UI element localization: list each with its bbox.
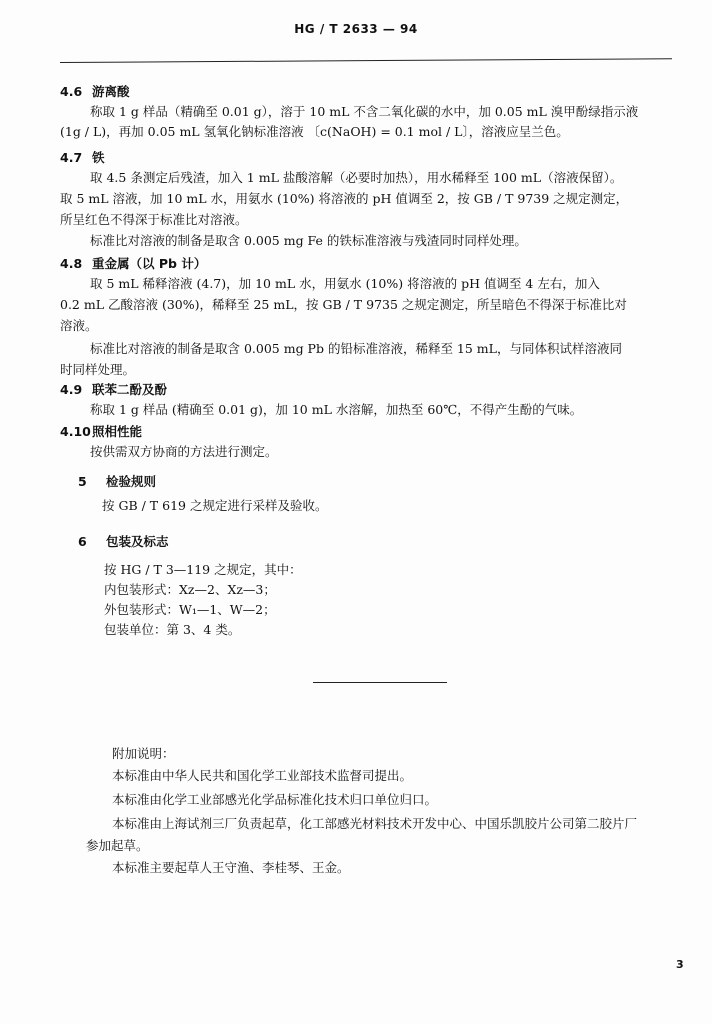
section-title: 包装及标志 — [106, 534, 169, 549]
section-number: 4.8 — [60, 256, 83, 271]
section-4-6-line-1: 称取 1 g 样品（精确至 0.01 g），溶于 10 mL 不含二氧化碳的水中，加 0.05 mL 溴甲酚绿指示液 — [90, 104, 639, 119]
section-number: 4.6 — [60, 84, 83, 99]
appendix-line-1: 本标准由中华人民共和国化学工业部技术监督司提出。 — [112, 768, 413, 783]
section-number: 5 — [78, 474, 87, 489]
section-4-10-line-1: 按供需双方协商的方法进行测定。 — [90, 444, 278, 459]
section-4-7-heading — [60, 150, 105, 166]
section-title: 游离酸 — [92, 84, 130, 99]
section-4-10-heading — [60, 424, 142, 440]
appendix-title: 附加说明： — [112, 746, 175, 761]
end-rule — [313, 682, 447, 683]
section-title: 铁 — [92, 150, 105, 165]
appendix-line-2: 本标准由化学工业部感光化学品标准化技术归口单位归口。 — [112, 792, 438, 807]
section-6-line-3: 外包装形式：W₁—1、W—2； — [104, 602, 276, 617]
section-4-7-line-3: 所呈红色不得深于标准比对溶液。 — [60, 212, 248, 227]
section-4-8-line-2: 0.2 mL 乙酸溶液 (30%)，稀释至 25 mL，按 GB / T 9735 之规定测定，所呈暗色不得深于标准比对 — [60, 297, 627, 312]
section-4-8-line-4: 标准比对溶液的制备是取含 0.005 mg Pb 的铅标准溶液，稀释至 15 mL，与同体积试样溶液同 — [90, 341, 622, 356]
section-4-7-line-2: 取 5 mL 溶液，加 10 mL 水，用氨水 (10%) 将溶液的 pH 值调至 2，按 GB / T 9739 之规定测定， — [60, 191, 629, 206]
appendix-line-5: 本标准主要起草人王守渔、李桂琴、王金。 — [112, 860, 350, 875]
section-number: 4.9 — [60, 382, 83, 397]
section-4-9-line-1: 称取 1 g 样品 (精确至 0.01 g)，加 10 mL 水溶解，加热至 60℃，不得产生酚的气味。 — [90, 402, 583, 417]
section-number: 6 — [78, 534, 87, 549]
section-4-6-heading — [60, 84, 130, 100]
section-title: 检验规则 — [106, 474, 157, 489]
appendix-line-3: 本标准由上海试剂三厂负责起草，化工部感光材料技术开发中心、中国乐凯胶片公司第二胶片厂 — [112, 816, 638, 831]
section-title: 照相性能 — [92, 424, 143, 439]
section-4-8-heading — [60, 256, 206, 272]
section-4-7-line-4: 标准比对溶液的制备是取含 0.005 mg Fe 的铁标准溶液与残渣同时同样处理。 — [90, 233, 527, 248]
section-number: 4.10 — [60, 424, 91, 439]
section-title: 联苯二酚及酚 — [92, 382, 168, 397]
section-4-9-heading — [60, 382, 167, 398]
appendix-line-4: 参加起草。 — [86, 838, 149, 853]
section-4-8-line-1: 取 5 mL 稀释溶液 (4.7)，加 10 mL 水，用氨水 (10%) 将溶液的 pH 值调至 4 左右，加入 — [90, 276, 600, 291]
page-number: 3 — [676, 958, 684, 971]
section-6-line-4: 包装单位：第 3、4 类。 — [104, 622, 241, 637]
section-number: 4.7 — [60, 150, 83, 165]
section-6-line-1: 按 HG / T 3—119 之规定，其中： — [104, 562, 302, 577]
section-5-heading — [78, 474, 156, 490]
section-6-heading — [78, 534, 169, 550]
section-title: 重金属（以 Pb 计） — [92, 256, 207, 271]
section-5-line-1: 按 GB / T 619 之规定进行采样及验收。 — [102, 498, 328, 513]
section-4-6-line-2: (1g / L)，再加 0.05 mL 氢氧化钠标准溶液 〔c(NaOH) = 0.1 mol / L〕，溶液应呈兰色。 — [60, 124, 569, 139]
section-6-line-2: 内包装形式：Xz—2、Xz—3； — [104, 582, 276, 597]
section-4-8-line-3: 溶液。 — [60, 318, 98, 333]
section-4-7-line-1: 取 4.5 条测定后残渣，加入 1 mL 盐酸溶解（必要时加热），用水稀释至 100 mL（溶液保留）。 — [90, 170, 623, 185]
standard-code-header: HG / T 2633 — 94 — [294, 22, 418, 36]
section-4-8-line-5: 时同样处理。 — [60, 362, 136, 377]
